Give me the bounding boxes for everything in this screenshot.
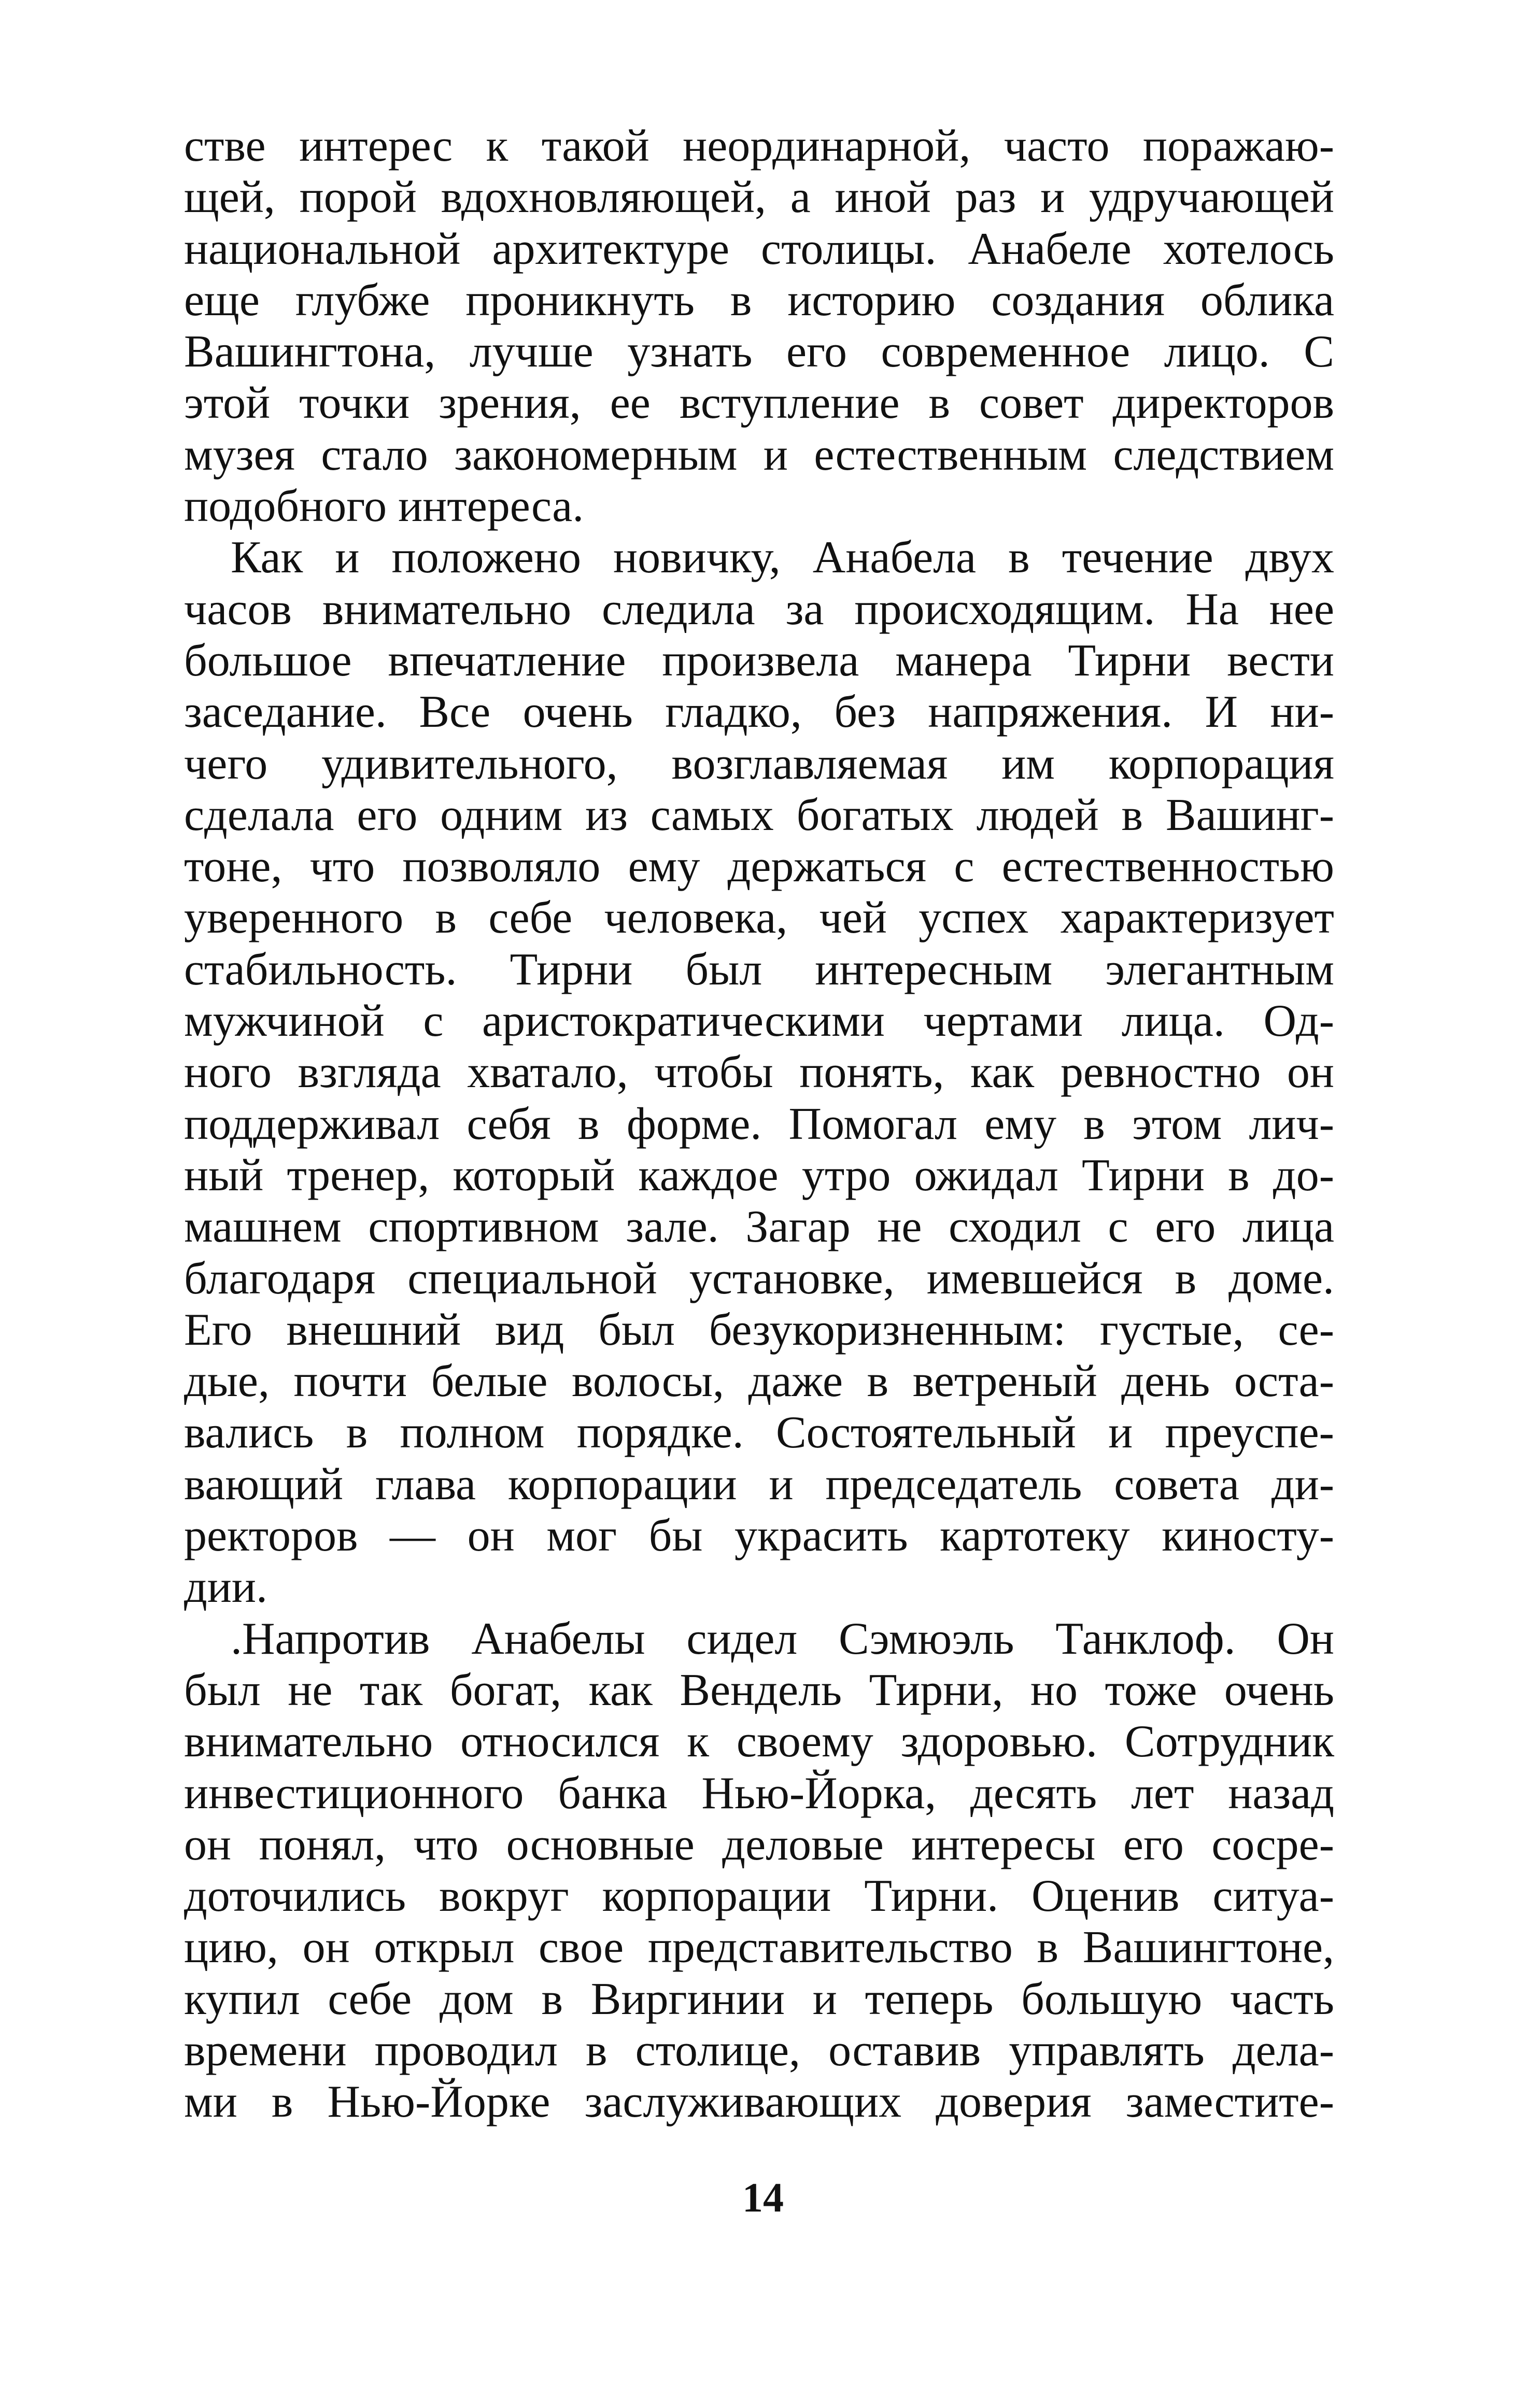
text-line: купил себе дом в Виргинии и теперь большую часть bbox=[184, 1974, 1334, 2024]
text-line: дии. bbox=[184, 1562, 267, 1613]
text-line: еще глубже проникнуть в историю создания облика bbox=[184, 275, 1334, 326]
text-line: Как и положено новичку, Анабела в течение двух bbox=[231, 532, 1334, 583]
text-line: поддерживал себя в форме. Помогал ему в этом лич- bbox=[184, 1099, 1334, 1149]
text-line: был не так богат, как Вендель Тирни, но тоже очень bbox=[184, 1665, 1334, 1715]
text-line: ный тренер, который каждое утро ожидал Тирни в до- bbox=[184, 1150, 1334, 1201]
text-line: времени проводил в столице, оставив управлять дела- bbox=[184, 2025, 1334, 2076]
text-line: доточились вокруг корпорации Тирни. Оценив ситуа- bbox=[184, 1871, 1334, 1922]
text-line: этой точки зрения, ее вступление в совет директоров bbox=[184, 378, 1334, 429]
text-line: уверенного в себе человека, чей успех характеризует bbox=[184, 893, 1334, 944]
text-line: вались в полном порядке. Состоятельный и преуспе- bbox=[184, 1407, 1334, 1458]
text-line: дые, почти белые волосы, даже в ветреный день оста- bbox=[184, 1356, 1334, 1407]
text-line: машнем спортивном зале. Загар не сходил с его лица bbox=[184, 1202, 1334, 1252]
text-line: ного взгляда хватало, чтобы понять, как ревностно он bbox=[184, 1047, 1334, 1098]
text-line: внимательно относился к своему здоровью. Сотрудник bbox=[184, 1716, 1334, 1767]
text-line: инвестиционного банка Нью-Йорка, десять лет назад bbox=[184, 1768, 1334, 1819]
text-line: щей, порой вдохновляющей, а иной раз и удручающей bbox=[184, 172, 1334, 223]
text-line: цию, он открыл свое представительство в Вашингтоне, bbox=[184, 1922, 1334, 1973]
text-line: он понял, что основные деловые интересы его сосре- bbox=[184, 1819, 1334, 1870]
text-line: ректоров — он мог бы украсить картотеку киносту- bbox=[184, 1511, 1334, 1561]
text-line: большое впечатление произвела манера Тирни вести bbox=[184, 635, 1334, 686]
text-line: стабильность. Тирни был интересным элегантным bbox=[184, 944, 1334, 995]
text-line: ми в Нью-Йорке заслуживающих доверия заместите- bbox=[184, 2077, 1334, 2128]
text-line: стве интерес к такой неординарной, часто поражаю- bbox=[184, 121, 1334, 171]
text-line: тоне, что позволяло ему держаться с естественностью bbox=[184, 841, 1334, 892]
text-line: мужчиной с аристократическими чертами лица. Од- bbox=[184, 996, 1334, 1047]
text-line: Его внешний вид был безукоризненным: густые, се- bbox=[184, 1304, 1334, 1355]
text-line: благодаря специальной установке, имевшейся в доме. bbox=[184, 1253, 1334, 1304]
text-line: Вашингтона, лучше узнать его современное лицо. С bbox=[184, 327, 1334, 377]
text-line: вающий глава корпорации и председатель совета ди- bbox=[184, 1459, 1334, 1510]
paragraph bbox=[184, 1613, 1334, 2128]
text-line: чего удивительного, возглавляемая им корпорация bbox=[184, 738, 1334, 789]
text-line: национальной архитектуре столицы. Анабеле хотелось bbox=[184, 223, 1334, 274]
text-line: часов внимательно следила за происходящим. На нее bbox=[184, 584, 1334, 635]
text-line: музея стало закономерным и естественным следствием bbox=[184, 429, 1334, 480]
text-line: .Напротив Анабелы сидел Сэмюэль Танклоф. Он bbox=[231, 1613, 1334, 1664]
page-body bbox=[184, 120, 1334, 2194]
page-number: 14 bbox=[742, 2175, 784, 2221]
text-line: подобного интереса. bbox=[184, 481, 584, 532]
text-line: заседание. Все очень гладко, без напряжения. И ни- bbox=[184, 687, 1334, 738]
paragraph bbox=[184, 532, 1334, 1613]
text-line: сделала его одним из самых богатых людей в Вашинг- bbox=[184, 790, 1334, 840]
paragraph bbox=[184, 120, 1334, 532]
